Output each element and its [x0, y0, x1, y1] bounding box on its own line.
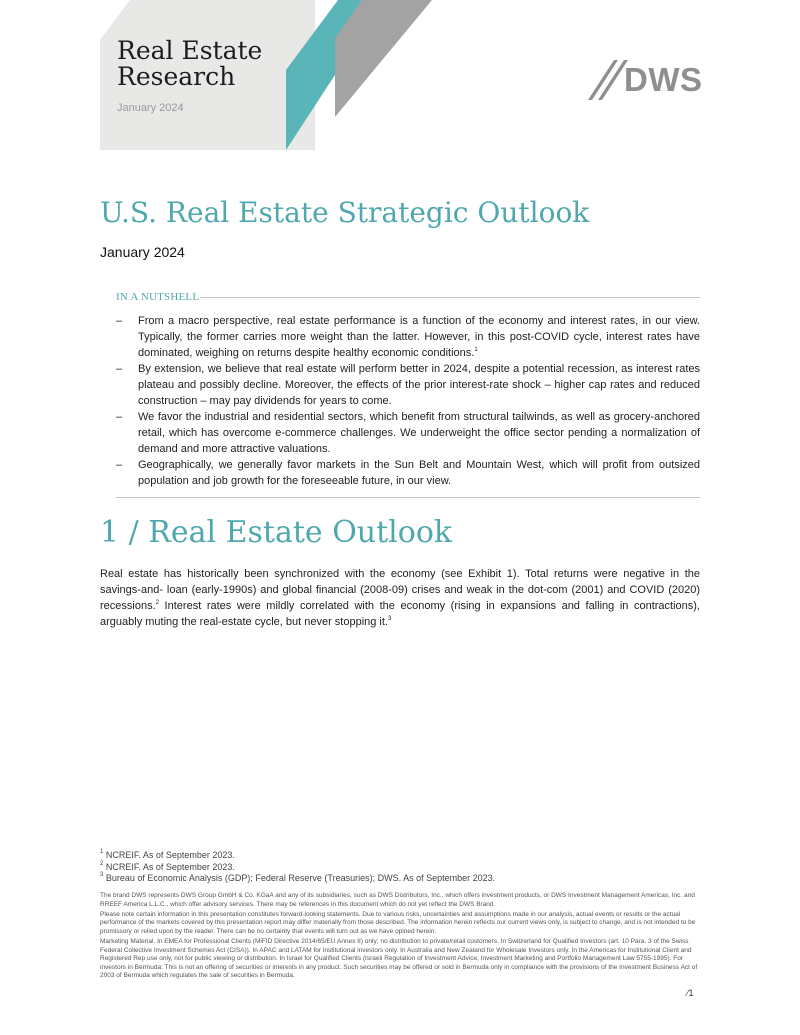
body-text: Interest rates were mildly correlated with the economy (rising in expansions and falling in contractions), arguably muting the real-estate cycle, but never stopping it. — [100, 600, 700, 628]
nutshell-heading: IN A NUTSHELL — [116, 291, 200, 303]
nutshell-bullet — [116, 457, 700, 489]
bullet-text: Geographically, we generally favor markets in the Sun Belt and Mountain West, which will profit from outsized population and job growth for the foreseeable future, in our view. — [138, 459, 700, 487]
footnote — [100, 850, 700, 862]
footnotes — [100, 850, 700, 885]
footnote-number: 3 — [100, 872, 104, 878]
section-body — [100, 566, 700, 630]
header-title-line1: Real Estate — [117, 36, 263, 65]
disclaimer-paragraph: Marketing Material. In EMEA for Professional Clients (MiFID Directive 2014/65/EU Annex II) only; no distribution to private/retail customers. In Switzerland for Qualified Investors (art. 10 Para. 3 of the Swiss Federal Collective Investment Schemes Act (CISA)). In APAC and LATAM for institutional investors only. In Australia and New Zealand for Wholesale Investors only. In the Americas for Institutional Client and Registered Rep use only, not for public viewing or distribution. In Israel for Qualified Clients (Israeli Regulation of Investment Advice, Investment Marketing and Portfolio Management Law 5755-1995). For investors in Bermuda: This is not an offering of securities or interests in any product. Such securities may be offered or sold in Bermuda only in compliance with the provisions of the Investment Business Act of 2003 of Bermuda which regulates the sale of securities in Bermuda. — [100, 937, 698, 980]
footnote-ref: 3 — [388, 616, 392, 622]
header-date: January 2024 — [117, 102, 184, 114]
header-title — [117, 38, 317, 90]
footnote — [100, 862, 700, 874]
dws-logo-text: DWS — [624, 61, 703, 98]
disclaimer-paragraph: Please note certain information in this presentation constitutes forward-looking statements. Due to various risks, uncertainties and assumptions made in our analysis, actual events or results or the actual performance of the markets covered by this presentation report may differ materially from those described. The information herein reflects our current views only, is subject to change, and is not intended to be promissory or relied upon by the reader. There can be no certainty that events will turn out as we have opined herein. — [100, 910, 696, 935]
nutshell-bullet — [116, 313, 700, 361]
body-text: Real estate has historically been synchronized with the economy (see Exhibit 1). Total returns were negative in the savings-and- loan (early-1990s) and global financial (2008-09) crises and weak in the dot-com (2001) and COVID (2020) recessions. — [100, 568, 700, 612]
footnote-text: NCREIF. As of September 2023. — [103, 861, 235, 872]
header-title-line2: Research — [117, 62, 236, 91]
footnote-text: Bureau of Economic Analysis (GDP); Federal Reserve (Treasuries); DWS. As of September 2023. — [103, 873, 496, 883]
disclaimer-paragraph: The brand DWS represents DWS Group GmbH & Co. KGaA and any of its subsidiaries, such as DWS Distributors, Inc., which offers investment products, or DWS Investment Management Americas, Inc. and RREEF America L.L.C., which offer advisory services. There may be references in this document which do not yet reflect the DWS Brand. — [100, 892, 695, 908]
document-date: January 2024 — [100, 244, 185, 260]
bullet-text: From a macro perspective, real estate performance is a function of the economy and interest rates, in our view. Typically, the former carries more weight than the latter. However, in this post-COVID cycle, interest rates have dominated, weighing on returns despite healthy economic conditions. — [138, 315, 700, 359]
document-title: U.S. Real Estate Strategic Outlook — [100, 196, 590, 229]
section-title: 1 / Real Estate Outlook — [100, 515, 453, 550]
page-number-value: 1 — [688, 988, 694, 998]
nutshell-list — [116, 313, 700, 489]
header-gray-stripe — [335, 0, 432, 117]
page-number — [687, 988, 694, 998]
disclaimer — [100, 892, 700, 982]
footnote-number: 1 — [100, 849, 104, 855]
footnote-number: 2 — [100, 860, 104, 867]
footnote-ref: 1 — [474, 347, 478, 353]
bullet-text: We favor the industrial and residential sectors, which benefit from structural tailwinds, as well as grocery-anchored retail, which has overcome e-commerce challenges. We underweight the office sector pending a normalization of demand and more attractive valuations. — [138, 411, 700, 455]
footnote-ref: 2 — [155, 600, 159, 606]
header-corner-cut — [100, 0, 130, 40]
nutshell-bullet — [116, 361, 700, 409]
nutshell-bottom-divider — [116, 497, 700, 498]
nutshell-divider — [200, 297, 700, 298]
footnote-text: NCREIF. As of September 2023. — [103, 850, 235, 860]
nutshell-bullet — [116, 409, 700, 457]
footnote — [100, 873, 700, 885]
page-slash-icon: ⁄ — [687, 988, 689, 998]
bullet-text: By extension, we believe that real estate will perform better in 2024, despite a potential recession, as interest rates plateau and possibly decline. Moreover, the effects of the prior interest-rate shock – higher cap rates and reduced construction – may pay dividends for years to come. — [138, 363, 700, 407]
